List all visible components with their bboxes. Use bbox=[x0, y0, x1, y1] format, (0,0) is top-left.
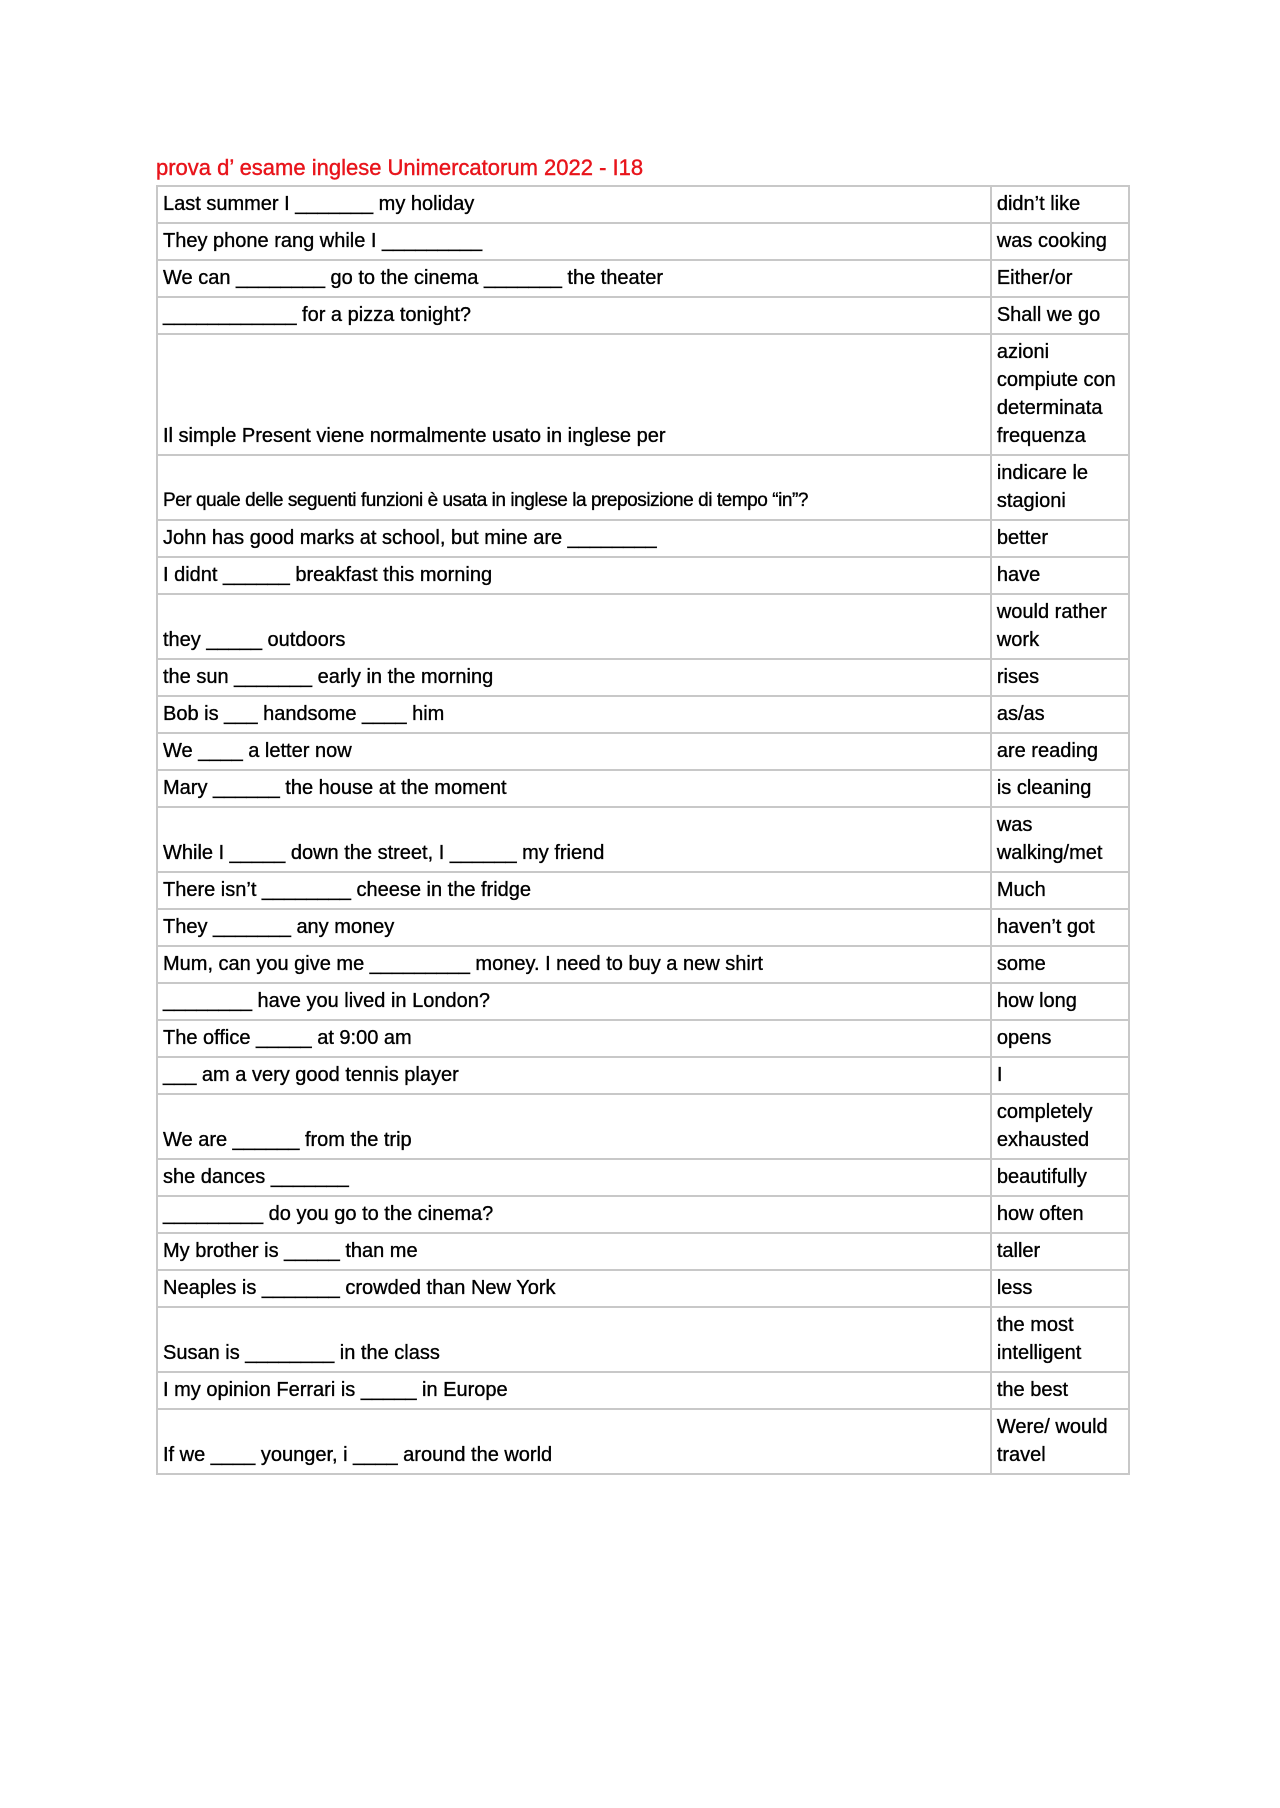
question-cell: While I _____ down the street, I ______ my friend bbox=[157, 807, 991, 872]
table-row bbox=[157, 1307, 1129, 1372]
answer-cell: the best bbox=[991, 1372, 1129, 1409]
question-cell: ___ am a very good tennis player bbox=[157, 1057, 991, 1094]
table-row bbox=[157, 1233, 1129, 1270]
question-cell: We ____ a letter now bbox=[157, 733, 991, 770]
table-row bbox=[157, 1270, 1129, 1307]
answer-cell: the most intelligent bbox=[991, 1307, 1129, 1372]
answer-cell: didn’t like bbox=[991, 186, 1129, 223]
answer-cell: Much bbox=[991, 872, 1129, 909]
answer-cell: some bbox=[991, 946, 1129, 983]
answer-cell: opens bbox=[991, 1020, 1129, 1057]
table-row bbox=[157, 557, 1129, 594]
answer-cell: was cooking bbox=[991, 223, 1129, 260]
question-cell: I my opinion Ferrari is _____ in Europe bbox=[157, 1372, 991, 1409]
question-cell: John has good marks at school, but mine are ________ bbox=[157, 520, 991, 557]
question-cell: Mum, can you give me _________ money. I need to buy a new shirt bbox=[157, 946, 991, 983]
question-cell: Last summer I _______ my holiday bbox=[157, 186, 991, 223]
question-cell: the sun _______ early in the morning bbox=[157, 659, 991, 696]
answer-cell: azioni compiute con determinata frequenza bbox=[991, 334, 1129, 455]
table-row bbox=[157, 223, 1129, 260]
answer-cell: how often bbox=[991, 1196, 1129, 1233]
table-row bbox=[157, 297, 1129, 334]
table-row bbox=[157, 1057, 1129, 1094]
table-row bbox=[157, 909, 1129, 946]
table-row bbox=[157, 696, 1129, 733]
document-title: prova d’ esame inglese Unimercatorum 2022 - I18 bbox=[156, 155, 644, 180]
answer-cell: Shall we go bbox=[991, 297, 1129, 334]
question-cell: They phone rang while I _________ bbox=[157, 223, 991, 260]
question-cell: They _______ any money bbox=[157, 909, 991, 946]
table-row bbox=[157, 1409, 1129, 1474]
table-row bbox=[157, 807, 1129, 872]
answer-cell: would rather work bbox=[991, 594, 1129, 659]
question-cell: Il simple Present viene normalmente usato in inglese per bbox=[157, 334, 991, 455]
answer-cell: Were/ would travel bbox=[991, 1409, 1129, 1474]
question-cell: ________ have you lived in London? bbox=[157, 983, 991, 1020]
answer-cell: Either/or bbox=[991, 260, 1129, 297]
table-row bbox=[157, 872, 1129, 909]
table-row bbox=[157, 594, 1129, 659]
answer-cell: have bbox=[991, 557, 1129, 594]
question-cell: We are ______ from the trip bbox=[157, 1094, 991, 1159]
question-cell: If we ____ younger, i ____ around the world bbox=[157, 1409, 991, 1474]
answer-cell: less bbox=[991, 1270, 1129, 1307]
question-cell: There isn’t ________ cheese in the fridge bbox=[157, 872, 991, 909]
answer-cell: was walking/met bbox=[991, 807, 1129, 872]
answer-cell: taller bbox=[991, 1233, 1129, 1270]
question-cell: Susan is ________ in the class bbox=[157, 1307, 991, 1372]
answer-cell: how long bbox=[991, 983, 1129, 1020]
table-row bbox=[157, 186, 1129, 223]
question-cell: Neaples is _______ crowded than New York bbox=[157, 1270, 991, 1307]
question-cell: My brother is _____ than me bbox=[157, 1233, 991, 1270]
table-row bbox=[157, 1159, 1129, 1196]
question-cell: I didnt ______ breakfast this morning bbox=[157, 557, 991, 594]
exam-answer-table-body bbox=[157, 186, 1129, 1474]
table-row bbox=[157, 770, 1129, 807]
table-row bbox=[157, 983, 1129, 1020]
question-cell: she dances _______ bbox=[157, 1159, 991, 1196]
answer-cell: are reading bbox=[991, 733, 1129, 770]
answer-cell: indicare le stagioni bbox=[991, 455, 1129, 520]
question-cell: _________ do you go to the cinema? bbox=[157, 1196, 991, 1233]
answer-cell: as/as bbox=[991, 696, 1129, 733]
question-cell: We can ________ go to the cinema _______ the theater bbox=[157, 260, 991, 297]
question-cell: The office _____ at 9:00 am bbox=[157, 1020, 991, 1057]
question-cell: Bob is ___ handsome ____ him bbox=[157, 696, 991, 733]
exam-answer-table bbox=[156, 185, 1130, 1475]
table-row bbox=[157, 260, 1129, 297]
table-row bbox=[157, 946, 1129, 983]
question-cell: ____________ for a pizza tonight? bbox=[157, 297, 991, 334]
answer-cell: completely exhausted bbox=[991, 1094, 1129, 1159]
table-row bbox=[157, 520, 1129, 557]
answer-cell: is cleaning bbox=[991, 770, 1129, 807]
question-cell: Mary ______ the house at the moment bbox=[157, 770, 991, 807]
table-row bbox=[157, 733, 1129, 770]
table-row bbox=[157, 455, 1129, 520]
table-row bbox=[157, 1372, 1129, 1409]
table-row bbox=[157, 334, 1129, 455]
question-cell: Per quale delle seguenti funzioni è usata in inglese la preposizione di tempo “in”? bbox=[157, 455, 991, 520]
question-cell: they _____ outdoors bbox=[157, 594, 991, 659]
table-row bbox=[157, 1196, 1129, 1233]
answer-cell: rises bbox=[991, 659, 1129, 696]
table-row bbox=[157, 1094, 1129, 1159]
answer-cell: I bbox=[991, 1057, 1129, 1094]
table-row bbox=[157, 659, 1129, 696]
answer-cell: beautifully bbox=[991, 1159, 1129, 1196]
answer-cell: better bbox=[991, 520, 1129, 557]
answer-cell: haven’t got bbox=[991, 909, 1129, 946]
table-row bbox=[157, 1020, 1129, 1057]
